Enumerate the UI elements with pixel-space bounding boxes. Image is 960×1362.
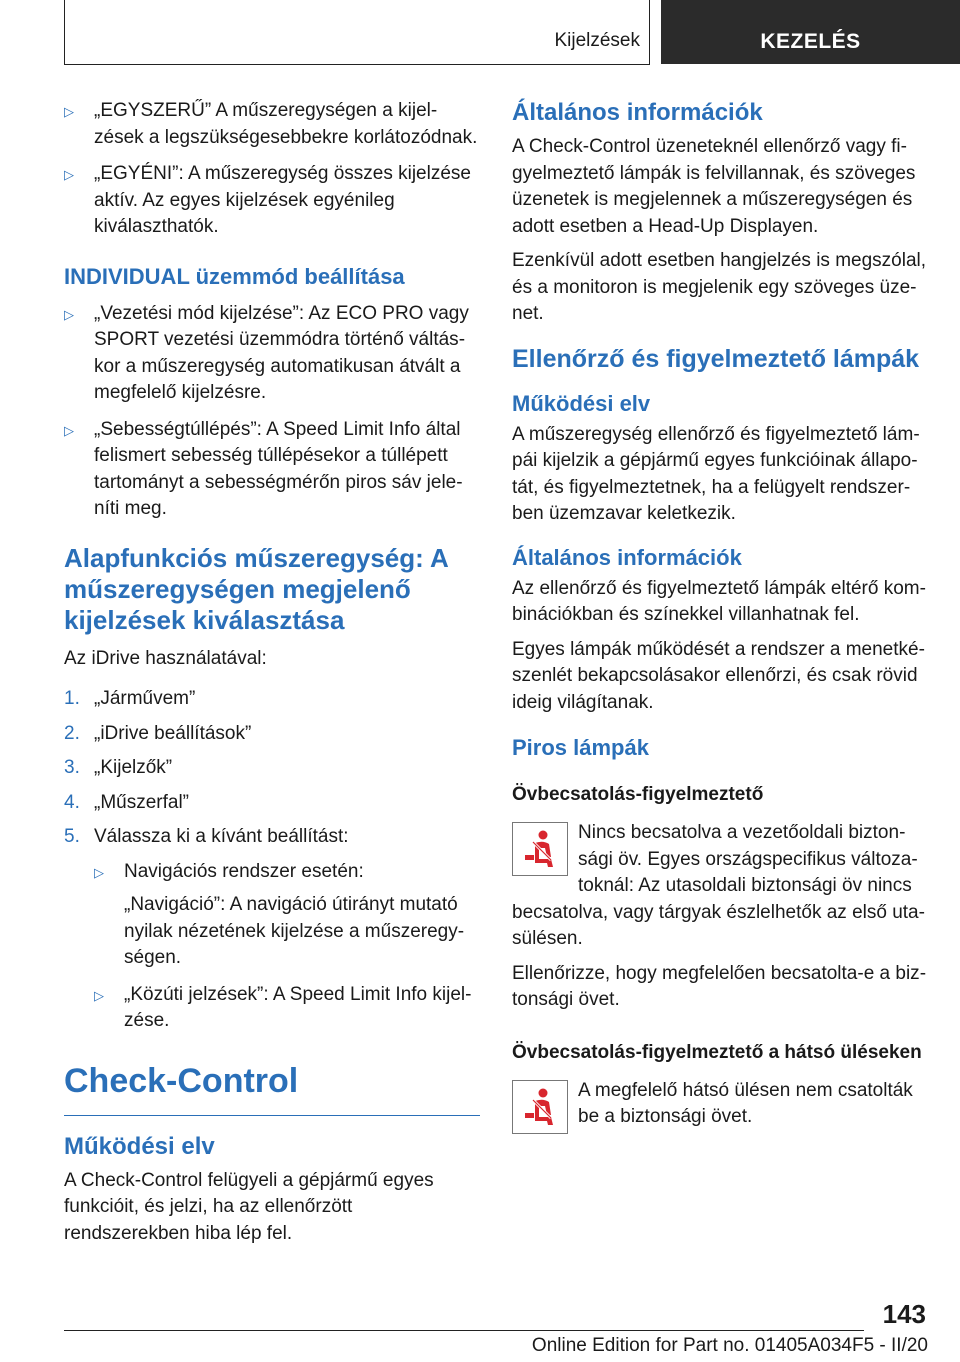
red-lamps-heading: Piros lámpák [512, 735, 649, 760]
belt-warning-block [512, 820, 928, 961]
check-principle-heading: Működési elv [64, 1132, 215, 1160]
list-item: ▷ „EGYSZERŰ” A műszeregységen a kijelzések a legszükségesebbekre korlátozódnak. [64, 98, 480, 151]
lamps-principle-text: A műszeregység ellenőrző és figyelmeztető lámpái kijelzik a gépjármű egyes funkcióinak állapotát, és figyelmeztetnek, ha a felügyelt rendszerben üzemzavar keletkezik. [512, 423, 920, 524]
list-item: ▷ „Vezetési mód kijelzése”: Az ECO PRO vagy SPORT vezetési üzemmódra történő váltáskor a műszeregység automatikusan átvált a megfelelő kijelzésre. [64, 301, 480, 407]
list-item: ▷ „Közúti jelzések”: A Speed Limit Info kijelzése. [94, 982, 480, 1035]
rear-seatbelt-warning-icon [512, 1080, 568, 1134]
lamps-general-p2: Egyes lámpák működését a rendszer a menetkészenlét bekapcsolásakor ellenőrzi, és csak rövid ideig világítanak. [512, 638, 925, 713]
idrive-intro: Az iDrive használatával: [64, 647, 267, 669]
rear-belt-text: A megfelelő hátsó ülésen nem csatolták be a biztonsági övet. [578, 1079, 913, 1127]
step-item: 1. „Járművem” [64, 688, 196, 709]
step-item: 3. „Kijelzők” [64, 757, 173, 778]
check-control-title: Check-Control [64, 1061, 299, 1100]
seatbelt-warning-icon [512, 822, 568, 876]
rear-belt-heading: Övbecsatolás-figyelmeztető a hátsó üléseken [512, 1041, 922, 1063]
general-info-p1: A Check-Control üzeneteknél ellenőrző vagy figyelmeztető lámpák is felvillannak, és szöveges üzenetek is megjelennek a műszeregységen és adott esetben a Head-Up Displayen. [512, 136, 916, 237]
list-item: ▷ „Sebességtúllépés”: A Speed Limit Info által felismert sebesség túllépésekor a túllépett tartományt a sebességmérőn piros sáv jeleníti meg. [64, 417, 480, 523]
belt-warning-text2: Ellenőrizze, hogy megfelelően becsatolta-e a biztonsági övet. [512, 962, 927, 1010]
lamps-general-p1: Az ellenőrző és figyelmeztető lámpák eltérő kombinációkban és színekkel villanhatnak fel. [512, 577, 926, 625]
triangle-bullet-icon: ▷ [94, 987, 104, 1003]
general-info-heading: Általános információk [512, 99, 763, 126]
step-item: 4. „Műszerfal” [64, 791, 190, 813]
triangle-bullet-icon: ▷ [64, 306, 74, 322]
header-section-title: Kijelzések [554, 30, 640, 51]
left-column [64, 98, 480, 1255]
general-info-p2: Ezenkívül adott esetben hangjelzés is megszólal, és a monitoron is megjelenik egy szöveges üzenet. [512, 250, 927, 324]
footer-divider [64, 1330, 864, 1331]
sub-list [94, 859, 480, 1035]
title-divider [64, 1115, 480, 1116]
page-number: 143 [882, 1299, 926, 1329]
list-item: ▷ Navigációs rendszer esetén: [94, 859, 480, 887]
rear-belt-block [512, 1078, 928, 1139]
lamps-general-heading: Általános információk [512, 544, 742, 570]
individual-mode-heading: INDIVIDUAL üzemmód beállítása [64, 263, 405, 289]
triangle-bullet-icon: ▷ [64, 167, 74, 182]
step-item: 2. „iDrive beállítások” [64, 722, 252, 744]
basic-cluster-heading: Alapfunkciós műszeregység: A műszeregységen megjelenő kijelzések kiválasztása [64, 542, 448, 635]
belt-warning-text: Nincs becsatolva a vezetőoldali biztonsági öv. Egyes országspecifikus változatoknál: Az utasoldali biztonsági öv nincs becsatolva, vagy tárgyak észlelhetők az első utasülésen. [512, 822, 925, 949]
lamps-heading: Ellenőrző és figyelmeztető lámpák [512, 344, 920, 373]
header-chapter-tab: KEZELÉS [661, 0, 960, 64]
triangle-bullet-icon: ▷ [64, 422, 74, 438]
footer-edition: Online Edition for Part no. 01405A034F5 - II/20 [531, 1335, 928, 1356]
triangle-bullet-icon: ▷ [64, 104, 74, 119]
belt-warning-heading: Övbecsatolás-figyelmeztető [512, 784, 764, 805]
navigation-detail: „Navigáció”: A navigáció útirányt mutató nyilak nézetének kijelzése a műszeregységen. [124, 894, 465, 968]
lamps-principle-heading: Működési elv [512, 390, 651, 416]
triangle-bullet-icon: ▷ [94, 864, 104, 880]
right-column [512, 98, 928, 1139]
list-item: ▷ „EGYÉNI”: A műszeregység összes kijelzése aktív. Az egyes kijelzések egyénileg kiválaszthatók. [64, 161, 480, 241]
check-principle-text: A Check-Control felügyeli a gépjármű egyes funkcióit, és jelzi, ha az ellenőrzött rendszerekben hiba lép fel. [64, 1169, 434, 1244]
step-item: 5. Válassza ki a kívánt beállítást: [64, 826, 349, 847]
